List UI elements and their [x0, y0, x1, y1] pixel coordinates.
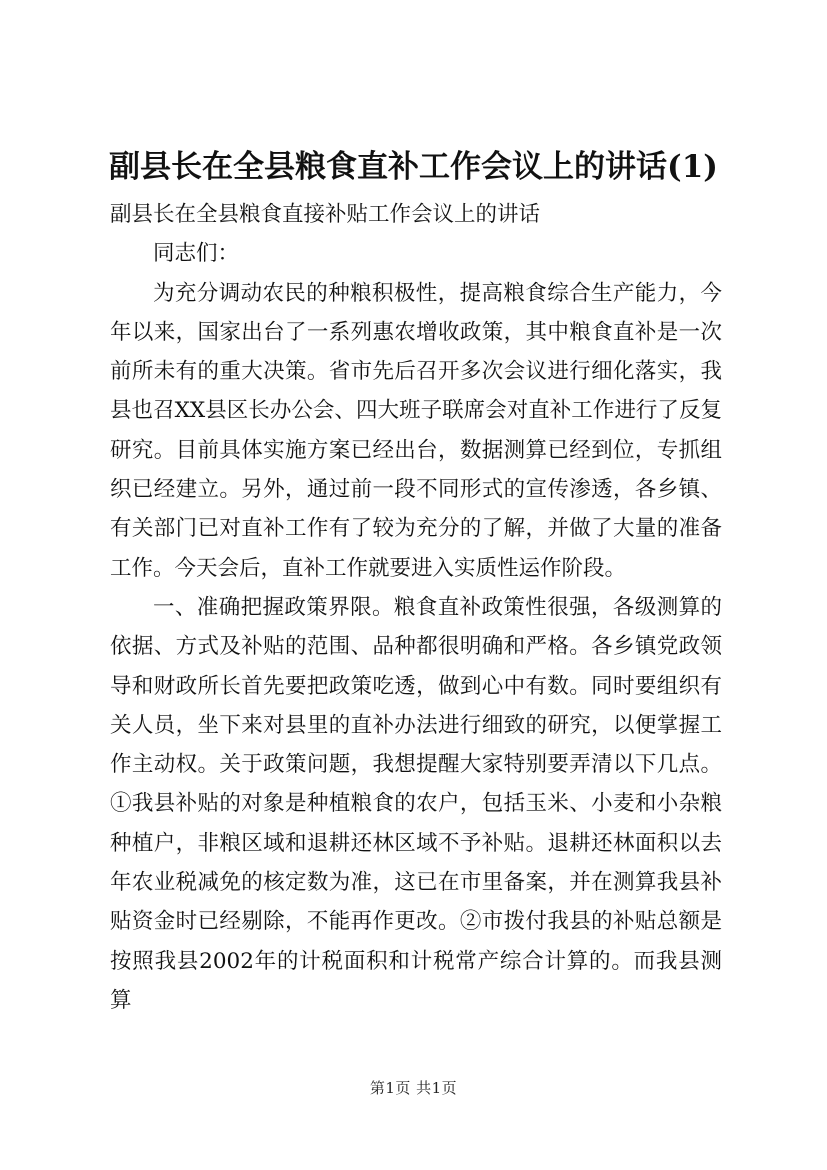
document-subtitle: 副县长在全县粮食直接补贴工作会议上的讲话 — [110, 202, 541, 227]
body-paragraph: 为充分调动农民的种粮积极性，提高粮食综合生产能力，今年以来，国家出台了一系列惠农增收政策，其中粮食直补是一次前所未有的重大决策。省市先后召开多次会议进行细化落实，我县也召XX县区长办公会、四大班子联席会对直补工作进行了反复研究。目前具体实施方案已经出台，数据测算已经到位，专抓组织已经建立。另外，通过前一段不同形式的宣传渗透，各乡镇、有关部门已对直补工作有了较为充分的了解，并做了大量的准备工作。今天会后，直补工作就要进入实质性运作阶段。 — [110, 280, 722, 581]
document-body — [110, 195, 722, 1020]
page-footer: 第1页 共1页 — [369, 1079, 458, 1097]
salutation: 同志们： — [153, 241, 240, 267]
document-title: 副县长在全县粮食直补工作会议上的讲话(1) — [109, 149, 718, 185]
body-paragraph: 一、准确把握政策界限。粮食直补政策性很强，各级测算的依据、方式及补贴的范围、品种都很明确和严格。各乡镇党政领导和财政所长首先要把政策吃透，做到心中有数。同时要组织有关人员，坐下来对县里的直补办法进行细致的研究，以便掌握工作主动权。关于政策问题，我想提醒大家特别要弄清以下几点。①我县补贴的对象是种植粮食的农户，包括玉米、小麦和小杂粮种植户，非粮区域和退耕还林区域不予补贴。退耕还林面积以去年农业税减免的核定数为准，这已在市里备案，并在测算我县补贴资金时已经剔除，不能再作更改。②市拨付我县的补贴总额是按照我县2002年的计税面积和计税常产综合计算的。而我县测算 — [110, 594, 722, 1013]
